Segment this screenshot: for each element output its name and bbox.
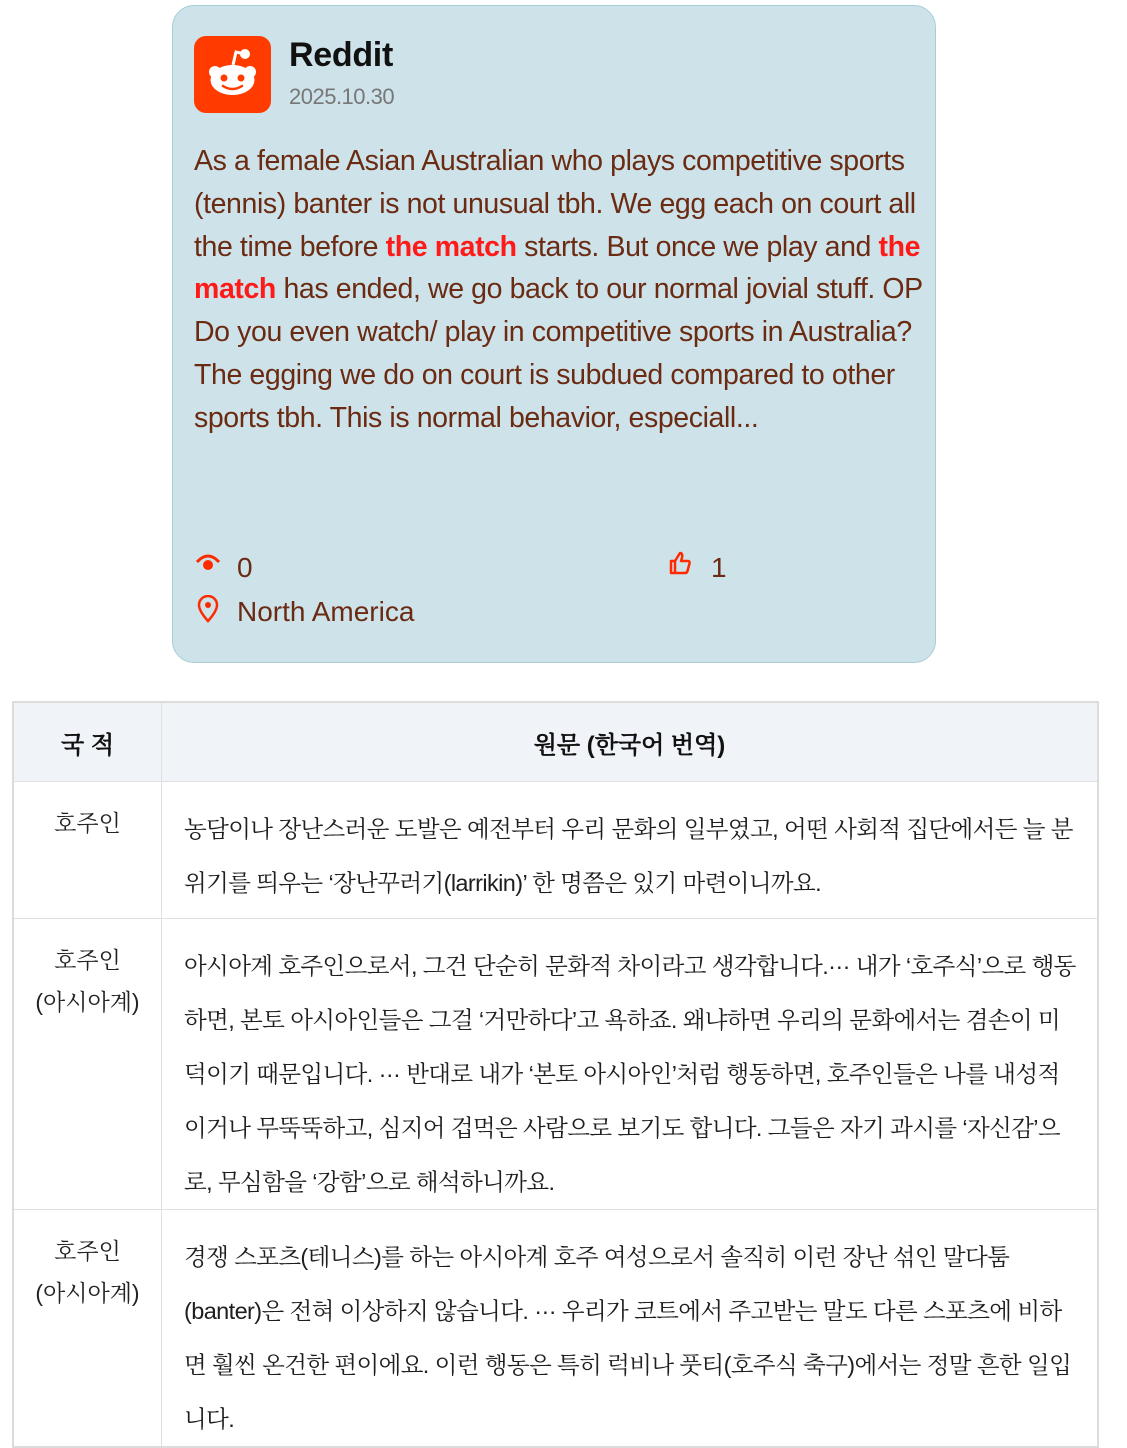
likes-count: 1	[711, 552, 727, 583]
nationality-cell: 호주인 (아시아계)	[13, 919, 162, 1210]
source-name: Reddit	[289, 36, 393, 74]
nationality-cell: 호주인 (아시아계)	[13, 1210, 162, 1448]
thumbs-up-icon	[667, 550, 693, 576]
translation-table	[12, 701, 1099, 1448]
highlight-term: the match	[194, 230, 921, 306]
views-count: 0	[237, 552, 253, 583]
comment-cell: 아시아계 호주인으로서, 그건 단순히 문화적 차이라고 생각합니다.··· 내가 ‘호주식’으로 행동하면, 본토 아시아인들은 그걸 ‘거만하다’고 욕하죠. 왜냐하면 우리의 문화에서는 겸손이 미덕이기 때문입니다. ··· 반대로 내가 ‘본토 아시아인’처럼 행동하면, 호주인들은 나를 내성적이거나 무뚝뚝하고, 심지어 겁먹은 사람으로 보기도 합니다. 그들은 자기 과시를 ‘자신감’으로, 무심함을 ‘강함’으로 해석하니까요.	[162, 919, 1099, 1210]
table-row	[13, 919, 1098, 1210]
location-pin-icon	[196, 595, 220, 623]
nationality-cell: 호주인	[13, 782, 162, 919]
header-original: 원문 (한국어 번역)	[162, 702, 1099, 782]
table-row	[13, 1210, 1098, 1448]
region-label: North America	[237, 596, 415, 627]
reddit-logo-icon	[194, 36, 271, 113]
comment-cell: 농담이나 장난스러운 도발은 예전부터 우리 문화의 일부였고, 어떤 사회적 집단에서든 늘 분위기를 띄우는 ‘장난꾸러기(larrikin)’ 한 명쯤은 있기 마련이니까요.	[162, 782, 1099, 919]
table-row	[13, 782, 1098, 919]
eye-icon	[195, 552, 221, 574]
post-date: 2025.10.30	[289, 84, 395, 109]
header-nationality: 국 적	[13, 702, 162, 782]
reddit-post-card[interactable]	[172, 5, 936, 663]
highlight-term: the match	[385, 230, 517, 263]
post-body: As a female Asian Australian who plays competitive sports (tennis) banter is not unusual tbh. We egg each on court all the time before the match starts. But once we play and the match has ended, we go back to our normal jovial stuff. OP Do you even watch/ play in competitive sports in Australia? The egging we do on court is subdued compared to other sports tbh. This is normal behavior, especiall...	[194, 145, 923, 434]
comment-cell: 경쟁 스포츠(테니스)를 하는 아시아계 호주 여성으로서 솔직히 이런 장난 섞인 말다툼(banter)은 전혀 이상하지 않습니다. ··· 우리가 코트에서 주고받는 말도 다른 스포츠에 비하면 훨씬 온건한 편이에요. 이런 행동은 특히 럭비나 풋티(호주식 축구)에서는 정말 흔한 일입니다.	[162, 1210, 1099, 1448]
